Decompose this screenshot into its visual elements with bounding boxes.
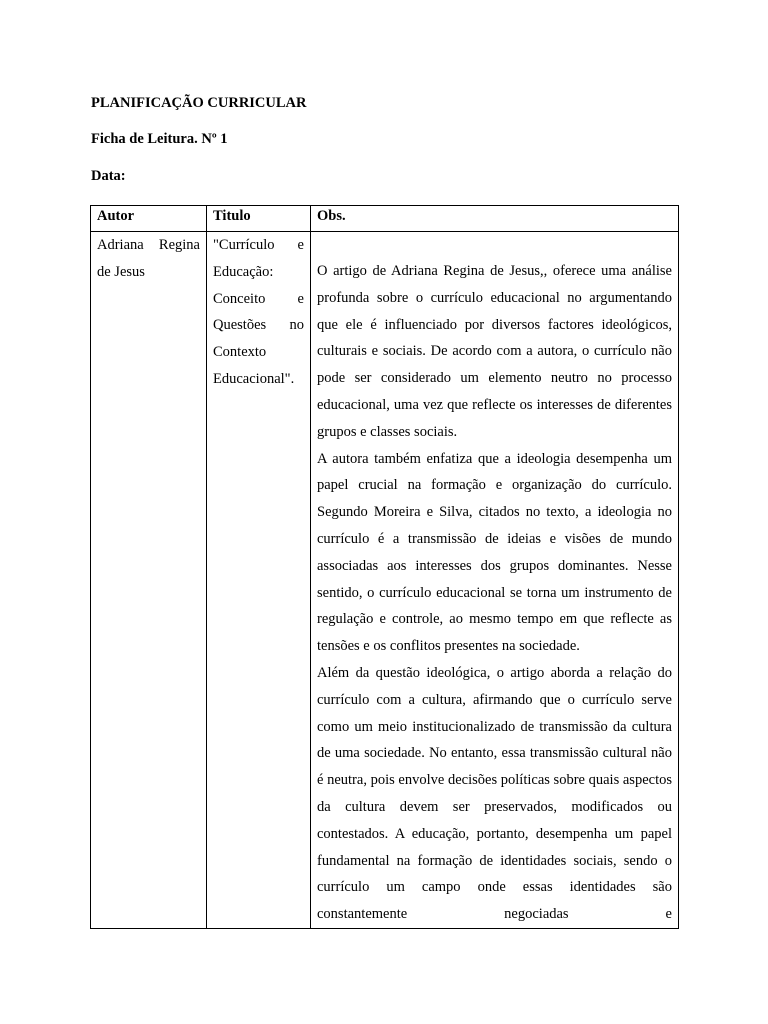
header-obs: Obs.: [311, 206, 679, 232]
titulo-text: "Currículo e Educação: Conceito e Questões no Contexto Educacional".: [213, 237, 304, 387]
document-title: PLANIFICAÇÃO CURRICULAR: [91, 95, 307, 111]
cell-autor: [91, 232, 207, 929]
date-label: Data:: [91, 168, 126, 184]
header-autor: Autor: [91, 206, 207, 232]
cell-titulo: [207, 232, 311, 929]
cell-obs: [311, 232, 679, 929]
reading-table: [90, 205, 679, 929]
table-header-row: [91, 206, 679, 232]
autor-text: Adriana Regina de Jesus: [97, 237, 200, 280]
obs-paragraph-2: A autora também enfatiza que a ideologia desempenha um papel crucial na formação e organização do currículo. Segundo Moreira e Silva, citados no texto, a ideologia no currículo é a transmissão de ideias e visões de mundo associadas aos interesses dos grupos dominantes. Nesse sentido, o currículo educacional se torna um instrumento de regulação e controle, ao mesmo tempo em que reflecte as tensões e os conflitos presentes na sociedade.: [317, 450, 672, 655]
header-titulo: Titulo: [207, 206, 311, 232]
obs-paragraph-1: O artigo de Adriana Regina de Jesus,, oferece uma análise profunda sobre o currículo educacional no argumentando que ele é influenciado por diversos factores ideológicos, culturais e sociais. De acordo com a autora, o currículo não pode ser considerado um elemento neutro no processo educacional, uma vez que reflecte os interesses de diferentes grupos e classes sociais.: [317, 263, 672, 440]
obs-text: [317, 232, 672, 928]
obs-paragraph-3: Além da questão ideológica, o artigo aborda a relação do currículo com a cultura, afirmando que o currículo serve como um meio institucionalizado de transmissão da cultura de uma sociedade. No entanto, essa transmissão cultural não é neutra, pois envolve decisões políticas sobre quais aspectos da cultura devem ser preservados, modificados ou contestados. A educação, portanto, desempenha um papel fundamental na formação de identidades sociais, sendo o currículo um campo onde essas identidades são constantemente negociadas e: [317, 664, 672, 923]
ficha-number: Ficha de Leitura. Nº 1: [91, 131, 228, 147]
table-row: [91, 232, 679, 929]
